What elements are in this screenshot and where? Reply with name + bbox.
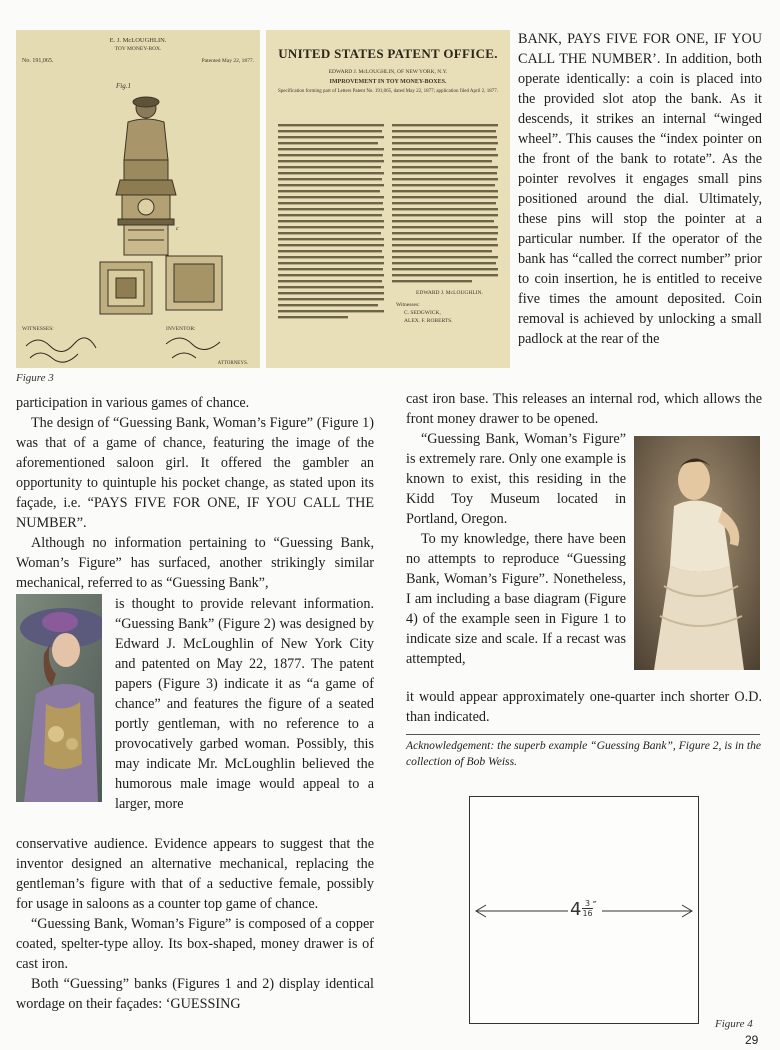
base-diagram: [469, 796, 699, 1024]
left-paragraph-3: “Guessing Bank, Woman’s Figure” is composed of a copper coated, spelter-type alloy. Its box-shaped, money drawer is of cast iron.: [16, 916, 374, 972]
left-paragraph-2c: conservative audience. Evidence appears to suggest that the inventor designed an alternative mechanical, replacing the gentleman’s figure with that of a seductive female, possibly for usage in saloons as a counter top game of chance.: [16, 836, 374, 912]
left-paragraph-2b: is thought to provide relevant information. “Guessing Bank” (Figure 2) was designed by Edward J. McLoughlin of New York City and patented on May 22, 1877. The patent papers (Figure 3) indicate it as “a game of chance” and features the figure of a seated portly gentleman, with no reference to a provocatively garbed woman. Possibly, this may indicate Mr. McLoughlin believed the humorous male image would appeal to a larger, more: [115, 596, 374, 812]
dimension-inch-mark: ″: [592, 899, 597, 912]
patent-spec-line: Specification forming part of Letters Patent No. 191,065, dated May 22, 1877; application filed April 2, 1877.: [278, 89, 498, 94]
patent-drawing-image: [16, 30, 260, 368]
dimension-numerator: 3: [582, 899, 592, 909]
left-column-text-b: [115, 594, 374, 814]
left-paragraph-0: participation in various games of chance.: [16, 395, 250, 411]
patent-witnesses-label: WITNESSES:: [22, 326, 54, 332]
patent-number: No. 191,065.: [22, 58, 54, 64]
dimension-denominator: 16: [582, 909, 593, 918]
saloon-girl-photo: [634, 436, 760, 670]
patent-date: Patented May 22, 1877.: [201, 58, 254, 64]
right-paragraph-2: “Guessing Bank, Woman’s Figure” is extremely rare. Only one example is known to exist, this residing in the Kidd Toy Museum located in Portland, Oregon.: [406, 431, 626, 527]
right-paragraph-3-continued: it would appear approximately one-quarter inch shorter O.D. than indicated.: [406, 689, 762, 725]
right-paragraph-1: BANK, PAYS FIVE FOR ONE, IF YOU CALL THE NUMBER’. In addition, both operate identically: a coin is placed into the provided slot atop the bank. As it descends, it strikes an internal “winged wheel”. This causes the “index pointer on the front of the bank to rotate”. As the pointer revolves it engages small pins positioned around the dial. Ultimately, these pins will stop the pointer at a particular number. If the operator of the bank has “called the correct number” prior to coin insertion, he is entitled to receive five times the amount deposited. Coin removal is achieved by unlocking a small padlock at the rear of the: [518, 31, 762, 347]
left-paragraph-4: Both “Guessing” banks (Figures 1 and 2) display identical wordage on their façades: ‘GUESSING: [16, 976, 374, 1012]
figure4-caption: Figure 4: [715, 1018, 753, 1030]
page-number: 29: [745, 1033, 759, 1047]
right-column-top-text: [518, 29, 762, 349]
left-paragraph-1: The design of “Guessing Bank, Woman’s Figure” (Figure 1) was that of a game of chance, featuring the image of the aforementioned saloon girl. It offered the gambler an opportunity to quintuple his pocket change, as stated upon its façade, i.e. “PAYS FIVE FOR ONE, IF YOU CALL THE NUMBER”.: [16, 415, 374, 531]
patent-witness-2: ALEX. F. ROBERTS.: [404, 318, 453, 324]
dimension-whole: 4: [570, 899, 582, 920]
patent-text-image: [266, 30, 510, 368]
patent-subheading: IMPROVEMENT IN TOY MONEY-BOXES.: [329, 79, 447, 85]
left-column-text-a: [16, 393, 374, 593]
patent-drawing-illustration: [16, 30, 260, 368]
patent-byline: EDWARD J. McLOUGHLIN, OF NEW YORK, N.Y.: [328, 69, 448, 75]
patent-attorneys-label: ATTORNEYS.: [217, 361, 248, 366]
patent-office-heading: UNITED STATES PATENT OFFICE.: [278, 46, 498, 61]
patent-body-text-lines: [266, 122, 510, 332]
right-paragraph-3: To my knowledge, there have been no attempts to reproduce “Guessing Bank, Woman’s Figure”. Nonetheless, I am including a base diagram (Figure 4) of the example seen in Figure 1 to indicate size and scale. If a recast was attempted,: [406, 531, 626, 667]
acknowledgement-text: Acknowledgement: the superb example “Guessing Bank”, Figure 2, is in the collection of Bob Weiss.: [406, 739, 762, 768]
svg-text:c: c: [176, 226, 179, 232]
left-column-text-c: [16, 834, 374, 1014]
patent-witnesses: Witnesses:: [396, 302, 420, 308]
patent-witness-1: C. SEDGWICK,: [404, 310, 441, 316]
patent-title-line: TOY MONEY-BOX.: [114, 46, 162, 52]
left-paragraph-2a: Although no information pertaining to “Guessing Bank, Woman’s Figure” has surfaced, another strikingly similar mechanical, referred to as “Guessing Bank”,: [16, 535, 374, 591]
dimension-label: [570, 899, 597, 920]
patent-inventor-line: E. J. McLOUGHLIN.: [109, 37, 167, 44]
fig1-label: Fig.1: [116, 82, 131, 90]
patent-inventor-label: INVENTOR:: [166, 326, 196, 332]
figure3-caption: Figure 3: [16, 372, 54, 384]
woman-portrait-image: [16, 594, 102, 802]
right-paragraph-1-continued: cast iron base. This releases an internal rod, which allows the front money drawer to be opened.: [406, 391, 762, 427]
acknowledgement-divider: [406, 734, 760, 735]
right-column-mid-text: [406, 429, 626, 669]
patent-signature: EDWARD J. McLOUGHLIN.: [416, 290, 483, 296]
